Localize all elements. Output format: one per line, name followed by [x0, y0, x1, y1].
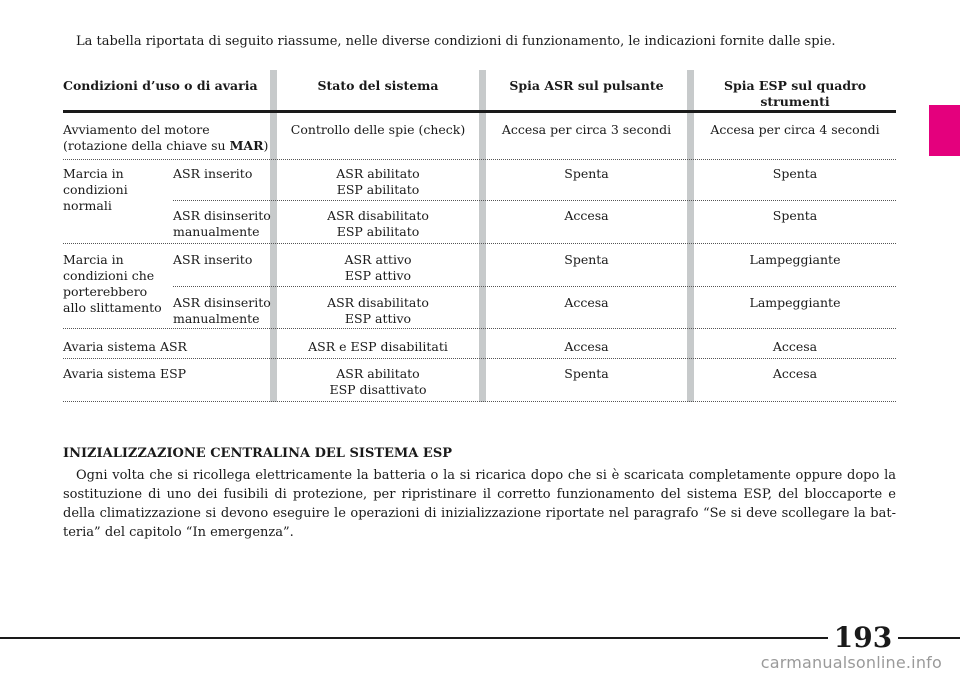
header-asr-light: Spia ASR sul pulsante: [509, 78, 664, 93]
row-esp-fault-asr: Spenta: [564, 366, 609, 381]
row-asr-fault-asr: Accesa: [564, 339, 609, 354]
body-paragraph: Ogni volta che si ricollega elettricamente la batteria o la si ricarica dopo che si è scaricata completamente oppure dopo la sostituzione di uno dei fusibili di protezione, per ripristinare il corretto funzionamento del sistema ESP, del bloccaporte e della climatizzazione si devono eseguire le operazioni di inizializzazione riportate nel paragrafo “Se si deve scollegare la bat-teria” del capitolo “In emergenza”.: [63, 468, 896, 540]
row-divider: [63, 159, 896, 160]
row-engine-start-esp: Accesa per circa 4 secondi: [710, 122, 880, 137]
row-slip-asr-on-sub: ASR inserito: [173, 252, 253, 267]
row-normal-asr-off-state: ASR disabilitato ESP abilitato: [327, 208, 429, 239]
row-esp-fault-condition: Avaria sistema ESP: [63, 366, 187, 381]
header-esp-light: Spia ESP sul quadro strumenti: [723, 78, 867, 109]
row-slip-asr-on-state: ASR attivo ESP attivo: [344, 252, 412, 283]
row-esp-fault-state: ASR abilitato ESP disattivato: [329, 366, 427, 397]
watermark-text: carmanualsonline.info: [760, 653, 942, 672]
row-asr-fault-condition: Avaria sistema ASR: [63, 339, 187, 354]
row-slip-asr-off-esp: Lampeggiante: [749, 295, 841, 310]
row-slip-asr-on-asr: Spenta: [564, 252, 609, 267]
row-divider: [173, 286, 896, 287]
chapter-tab-marker: [929, 105, 960, 156]
row-normal-asr-off-esp: Spenta: [772, 208, 818, 223]
group-normal-driving-label: Marcia in condizioni normali: [63, 166, 128, 213]
row-esp-fault-esp: Accesa: [772, 366, 818, 381]
column-separator: [479, 70, 486, 402]
row-normal-asr-on-sub: ASR inserito: [173, 166, 253, 181]
column-separator: [687, 70, 694, 402]
row-engine-start-asr: Accesa per circa 3 secondi: [501, 122, 672, 137]
row-slip-asr-off-sub: ASR disinserito manualmente: [173, 295, 271, 326]
row-slip-asr-off-state: ASR disabilitato ESP attivo: [327, 295, 429, 326]
warning-lights-table: [63, 70, 896, 402]
row-normal-asr-on-esp: Spenta: [772, 166, 818, 181]
section-title: INIZIALIZZAZIONE CENTRALINA DEL SISTEMA ESP: [63, 446, 452, 461]
header-rule: [63, 110, 896, 113]
page-number: 193: [828, 619, 898, 657]
group-slipping-label: Marcia in condizioni che porterebbero allo slittamento: [63, 252, 162, 315]
header-system-state: Stato del sistema: [317, 78, 439, 93]
row-divider: [63, 328, 896, 329]
row-normal-asr-off-sub: ASR disinserito manualmente: [173, 208, 271, 239]
row-normal-asr-on-asr: Spenta: [564, 166, 609, 181]
row-asr-fault-state: ASR e ESP disabilitati: [308, 339, 448, 354]
row-engine-start-state: Controllo delle spie (check): [290, 122, 466, 137]
row-divider: [173, 200, 896, 201]
footer-rule: [0, 637, 960, 639]
row-divider: [63, 358, 896, 359]
row-slip-asr-on-esp: Lampeggiante: [749, 252, 841, 267]
row-normal-asr-off-asr: Accesa: [564, 208, 609, 223]
row-divider: [63, 401, 896, 402]
row-normal-asr-on-state: ASR abilitato ESP abilitato: [336, 166, 420, 197]
row-slip-asr-off-asr: Accesa: [564, 295, 609, 310]
column-separator: [270, 70, 277, 402]
header-conditions: Condizioni d’uso o di avaria: [63, 78, 258, 93]
intro-text: La tabella riportata di seguito riassume, nelle diverse condizioni di funzionamento, le indicazioni fornite dalle spie.: [76, 34, 836, 49]
row-asr-fault-esp: Accesa: [772, 339, 818, 354]
row-divider: [63, 243, 896, 244]
row-engine-start-condition: Avviamento del motore (rotazione della chiave su MAR): [63, 122, 269, 153]
